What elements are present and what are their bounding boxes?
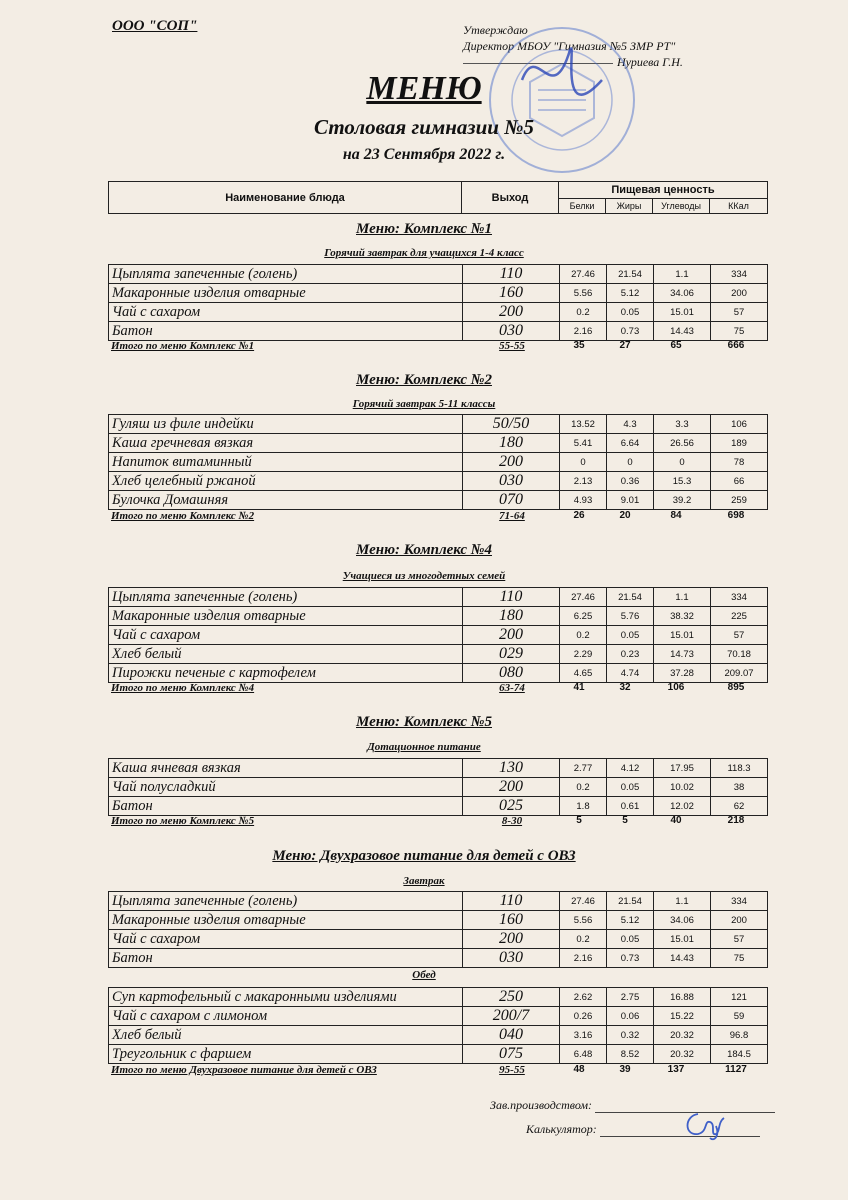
header-protein: Белки: [559, 198, 606, 213]
total-fat: 39: [619, 1064, 631, 1075]
approve-label: Утверждаю: [463, 23, 528, 37]
menu-table: [108, 414, 768, 510]
menu-table: [108, 987, 768, 1064]
dish-output: 040: [463, 1026, 560, 1045]
dish-protein: 5.56: [560, 284, 607, 303]
section-subtitle: Горячий завтрак 5-11 классы: [352, 398, 496, 410]
table-row: [109, 265, 768, 284]
dish-carbs: 15.3: [654, 472, 711, 491]
dish-output: 029: [463, 645, 560, 664]
dish-carbs: 38.32: [654, 607, 711, 626]
dish-name: Каша гречневая вязкая: [109, 434, 463, 453]
dish-kcal: 59: [711, 1007, 768, 1026]
dish-output: 160: [463, 284, 560, 303]
dish-fat: 0.36: [607, 472, 654, 491]
total-carbs: 106: [667, 682, 685, 693]
director-name: Нуриева Г.Н.: [463, 54, 683, 70]
dish-fat: 4.3: [607, 415, 654, 434]
dish-protein: 4.93: [560, 491, 607, 510]
table-row: [109, 588, 768, 607]
dish-kcal: 57: [711, 930, 768, 949]
dish-protein: 0.26: [560, 1007, 607, 1026]
dish-name: Цыплята запеченные (голень): [109, 265, 463, 284]
section-title: Меню: Комплекс №2: [356, 372, 492, 388]
dish-output: 030: [463, 949, 560, 968]
dish-name: Цыплята запеченные (голень): [109, 588, 463, 607]
total-carbs: 65: [670, 340, 682, 351]
dish-fat: 6.64: [607, 434, 654, 453]
dish-carbs: 39.2: [654, 491, 711, 510]
total-protein: 26: [573, 510, 585, 521]
dish-fat: 8.52: [607, 1045, 654, 1064]
dish-name: Макаронные изделия отварные: [109, 284, 463, 303]
dish-carbs: 20.32: [654, 1045, 711, 1064]
organization-name: ООО "СОП": [112, 18, 198, 34]
dish-protein: 2.13: [560, 472, 607, 491]
total-kcal: 666: [727, 340, 745, 351]
dish-output: 030: [463, 472, 560, 491]
dish-output: 030: [463, 322, 560, 341]
total-kcal: 1127: [725, 1064, 747, 1075]
dish-fat: 0.05: [607, 778, 654, 797]
dish-output: 080: [463, 664, 560, 683]
total-output: 55-55: [499, 340, 525, 352]
dish-kcal: 189: [711, 434, 768, 453]
dish-protein: 0.2: [560, 626, 607, 645]
menu-table: [108, 264, 768, 341]
dish-name: Каша ячневая вязкая: [109, 759, 463, 778]
table-row: [109, 607, 768, 626]
dish-carbs: 34.06: [654, 911, 711, 930]
dish-carbs: 0: [654, 453, 711, 472]
total-carbs: 137: [667, 1064, 685, 1075]
total-protein: 48: [573, 1064, 585, 1075]
dish-kcal: 334: [711, 892, 768, 911]
dish-carbs: 15.01: [654, 930, 711, 949]
dish-kcal: 57: [711, 626, 768, 645]
total-carbs: 84: [670, 510, 682, 521]
dish-fat: 0.06: [607, 1007, 654, 1026]
dish-name: Хлеб целебный ржаной: [109, 472, 463, 491]
dish-output: 250: [463, 988, 560, 1007]
total-carbs: 40: [670, 815, 682, 826]
table-row: [109, 778, 768, 797]
dish-output: 200: [463, 778, 560, 797]
dish-protein: 5.56: [560, 911, 607, 930]
table-row: [109, 415, 768, 434]
page-title: МЕНЮ: [366, 70, 482, 107]
table-row: [109, 797, 768, 816]
dish-output: 110: [463, 892, 560, 911]
section-title: Меню: Комплекс №5: [356, 714, 492, 730]
dish-protein: 6.25: [560, 607, 607, 626]
dish-protein: 0.2: [560, 303, 607, 322]
dish-kcal: 334: [711, 265, 768, 284]
total-output: 63-74: [499, 682, 525, 694]
dish-name: Чай полусладкий: [109, 778, 463, 797]
dish-kcal: 184.5: [711, 1045, 768, 1064]
total-row: [108, 340, 768, 354]
table-row: [109, 892, 768, 911]
director-title: Директор МБОУ "Гимназия №5 ЗМР РТ": [463, 39, 676, 53]
total-output: 8-30: [501, 815, 523, 827]
table-row: [109, 472, 768, 491]
table-row: [109, 1007, 768, 1026]
table-row: [109, 434, 768, 453]
dish-output: 200: [463, 453, 560, 472]
table-row: [109, 491, 768, 510]
dish-protein: 5.41: [560, 434, 607, 453]
section-title: Меню: Комплекс №4: [356, 542, 492, 558]
section-subtitle: Завтрак: [403, 875, 445, 887]
dish-carbs: 3.3: [654, 415, 711, 434]
table-row: [109, 759, 768, 778]
dish-carbs: 14.73: [654, 645, 711, 664]
header-output: Выход: [462, 182, 559, 214]
dish-name: Булочка Домашняя: [109, 491, 463, 510]
dish-kcal: 38: [711, 778, 768, 797]
dish-kcal: 200: [711, 284, 768, 303]
dish-protein: 6.48: [560, 1045, 607, 1064]
dish-carbs: 26.56: [654, 434, 711, 453]
dish-protein: 27.46: [560, 588, 607, 607]
dish-kcal: 121: [711, 988, 768, 1007]
dish-fat: 0: [607, 453, 654, 472]
table-row: [109, 988, 768, 1007]
dish-fat: 2.75: [607, 988, 654, 1007]
dish-kcal: 96.8: [711, 1026, 768, 1045]
dish-kcal: 75: [711, 949, 768, 968]
header-nutrition: Пищевая ценность: [559, 182, 768, 199]
dish-fat: 21.54: [607, 588, 654, 607]
dish-output: 200: [463, 626, 560, 645]
section-subtitle: Горячий завтрак для учащихся 1-4 класс: [324, 247, 524, 259]
menu-table: [108, 891, 768, 968]
total-protein: 41: [573, 682, 585, 693]
dish-kcal: 209.07: [711, 664, 768, 683]
total-row: [108, 510, 768, 524]
total-protein: 35: [573, 340, 585, 351]
dish-name: Пирожки печеные с картофелем: [109, 664, 463, 683]
dish-protein: 2.62: [560, 988, 607, 1007]
dish-kcal: 259: [711, 491, 768, 510]
table-row: [109, 453, 768, 472]
dish-kcal: 75: [711, 322, 768, 341]
dish-output: 070: [463, 491, 560, 510]
dish-fat: 0.61: [607, 797, 654, 816]
table-row: [109, 664, 768, 683]
table-row: [109, 930, 768, 949]
dish-output: 200: [463, 303, 560, 322]
dish-name: Батон: [109, 949, 463, 968]
table-row: [109, 1026, 768, 1045]
dish-name: Цыплята запеченные (голень): [109, 892, 463, 911]
dish-name: Хлеб белый: [109, 1026, 463, 1045]
dish-fat: 5.12: [607, 284, 654, 303]
dish-name: Суп картофельный с макаронными изделиями: [109, 988, 463, 1007]
table-row: [109, 645, 768, 664]
total-fat: 32: [619, 682, 631, 693]
dish-output: 130: [463, 759, 560, 778]
section-subtitle: Дотационное питание: [367, 741, 481, 753]
table-row: [109, 284, 768, 303]
total-label: Итого по меню Двухразовое питание для детей с ОВЗ: [111, 1064, 377, 1076]
total-label: Итого по меню Комплекс №1: [111, 340, 255, 352]
dish-protein: 27.46: [560, 892, 607, 911]
dish-fat: 4.12: [607, 759, 654, 778]
dish-output: 180: [463, 434, 560, 453]
total-row: [108, 1064, 768, 1078]
table-header: [108, 181, 768, 214]
dish-fat: 0.73: [607, 322, 654, 341]
total-fat: 5: [622, 815, 628, 826]
total-fat: 27: [619, 340, 631, 351]
dish-fat: 0.05: [607, 303, 654, 322]
dish-name: Макаронные изделия отварные: [109, 607, 463, 626]
header-carbs: Углеводы: [653, 198, 710, 213]
dish-output: 025: [463, 797, 560, 816]
dish-output: 110: [463, 265, 560, 284]
dish-protein: 1.8: [560, 797, 607, 816]
dish-name: Напиток витаминный: [109, 453, 463, 472]
dish-protein: 2.77: [560, 759, 607, 778]
total-kcal: 895: [727, 682, 745, 693]
dish-fat: 9.01: [607, 491, 654, 510]
total-output: 95-55: [499, 1064, 525, 1076]
table-row: [109, 949, 768, 968]
dish-fat: 0.23: [607, 645, 654, 664]
dish-name: Треугольник с фаршем: [109, 1045, 463, 1064]
dish-carbs: 1.1: [654, 588, 711, 607]
dish-kcal: 334: [711, 588, 768, 607]
dish-fat: 0.05: [607, 626, 654, 645]
total-label: Итого по меню Комплекс №4: [111, 682, 255, 694]
signature-calculator: Калькулятор:: [526, 1122, 760, 1137]
dish-carbs: 1.1: [654, 892, 711, 911]
dish-output: 200/7: [463, 1007, 560, 1026]
total-fat: 20: [619, 510, 631, 521]
dish-fat: 0.05: [607, 930, 654, 949]
total-kcal: 218: [727, 815, 745, 826]
page-subtitle: Столовая гимназии №5: [314, 115, 534, 139]
dish-kcal: 66: [711, 472, 768, 491]
table-row: [109, 1045, 768, 1064]
dish-name: Чай с сахаром с лимоном: [109, 1007, 463, 1026]
dish-name: Чай с сахаром: [109, 626, 463, 645]
menu-table: [108, 758, 768, 816]
dish-protein: 2.29: [560, 645, 607, 664]
dish-carbs: 1.1: [654, 265, 711, 284]
dish-output: 200: [463, 930, 560, 949]
dish-kcal: 106: [711, 415, 768, 434]
dish-name: Батон: [109, 797, 463, 816]
table-row: [109, 911, 768, 930]
dish-output: 50/50: [463, 415, 560, 434]
dish-name: Чай с сахаром: [109, 303, 463, 322]
dish-kcal: 70.18: [711, 645, 768, 664]
signature-production: Зав.производством:: [490, 1098, 775, 1113]
total-protein: 5: [576, 815, 582, 826]
dish-output: 180: [463, 607, 560, 626]
dish-carbs: 15.22: [654, 1007, 711, 1026]
dish-carbs: 17.95: [654, 759, 711, 778]
total-label: Итого по меню Комплекс №2: [111, 510, 255, 522]
dish-fat: 0.32: [607, 1026, 654, 1045]
dish-name: Батон: [109, 322, 463, 341]
dish-carbs: 14.43: [654, 949, 711, 968]
dish-output: 075: [463, 1045, 560, 1064]
dish-kcal: 78: [711, 453, 768, 472]
dish-fat: 21.54: [607, 265, 654, 284]
dish-protein: 2.16: [560, 949, 607, 968]
dish-name: Хлеб белый: [109, 645, 463, 664]
dish-fat: 21.54: [607, 892, 654, 911]
handwritten-signature: [680, 1108, 730, 1142]
dish-carbs: 37.28: [654, 664, 711, 683]
section-subtitle: Обед: [412, 969, 436, 981]
dish-kcal: 62: [711, 797, 768, 816]
dish-name: Чай с сахаром: [109, 930, 463, 949]
dish-carbs: 34.06: [654, 284, 711, 303]
dish-kcal: 225: [711, 607, 768, 626]
total-row: [108, 815, 768, 829]
header-fat: Жиры: [606, 198, 653, 213]
total-kcal: 698: [727, 510, 745, 521]
dish-protein: 4.65: [560, 664, 607, 683]
dish-protein: 0: [560, 453, 607, 472]
section-subtitle: Учащиеся из многодетных семей: [342, 570, 506, 582]
header-kcal: ККал: [710, 198, 768, 213]
dish-name: Макаронные изделия отварные: [109, 911, 463, 930]
dish-name: Гуляш из филе индейки: [109, 415, 463, 434]
menu-table: [108, 587, 768, 683]
menu-date: на 23 Сентября 2022 г.: [342, 146, 506, 163]
dish-carbs: 14.43: [654, 322, 711, 341]
dish-kcal: 57: [711, 303, 768, 322]
header-dish-name: Наименование блюда: [109, 182, 462, 214]
dish-carbs: 15.01: [654, 303, 711, 322]
dish-carbs: 15.01: [654, 626, 711, 645]
dish-protein: 0.2: [560, 930, 607, 949]
dish-carbs: 10.02: [654, 778, 711, 797]
dish-fat: 5.76: [607, 607, 654, 626]
dish-fat: 0.73: [607, 949, 654, 968]
section-title: Меню: Комплекс №1: [356, 221, 492, 237]
table-row: [109, 303, 768, 322]
dish-protein: 13.52: [560, 415, 607, 434]
total-output: 71-64: [499, 510, 525, 522]
dish-output: 110: [463, 588, 560, 607]
dish-kcal: 118.3: [711, 759, 768, 778]
table-row: [109, 322, 768, 341]
dish-protein: 2.16: [560, 322, 607, 341]
dish-protein: 0.2: [560, 778, 607, 797]
dish-carbs: 20.32: [654, 1026, 711, 1045]
table-row: [109, 626, 768, 645]
dish-carbs: 12.02: [654, 797, 711, 816]
dish-kcal: 200: [711, 911, 768, 930]
dish-fat: 5.12: [607, 911, 654, 930]
dish-protein: 3.16: [560, 1026, 607, 1045]
dish-protein: 27.46: [560, 265, 607, 284]
dish-carbs: 16.88: [654, 988, 711, 1007]
total-label: Итого по меню Комплекс №5: [111, 815, 255, 827]
dish-fat: 4.74: [607, 664, 654, 683]
dish-output: 160: [463, 911, 560, 930]
total-row: [108, 682, 768, 696]
section-title: Меню: Двухразовое питание для детей с ОВЗ: [272, 848, 576, 864]
